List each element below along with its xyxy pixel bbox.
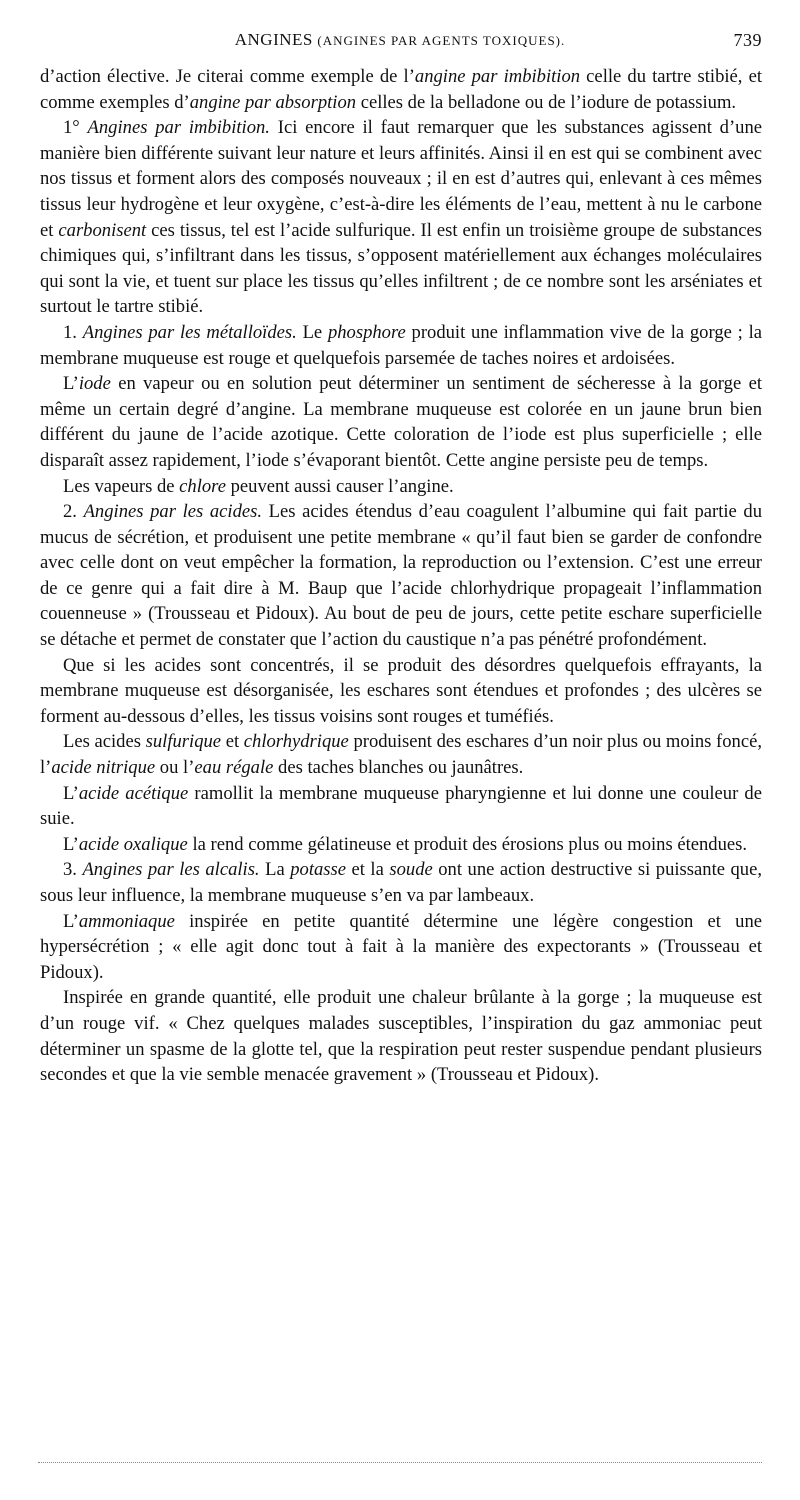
text-run: en vapeur ou en solution peut déterminer un sentiment de sécheresse à la gorge et même un certain degré d’angine. La membrane muqueuse est colorée en un jaune brun bien différent du jaune de l’acide azotique. Cette coloration de l’iode est plus superficielle ; elle disparaît assez rapidement, l’iode s’évaporant bientôt. Cette angine persiste peu de temps. [40, 373, 762, 471]
text-run: Inspirée en grande quantité, elle produit une chaleur brûlante à la gorge ; la muqueuse est d’un rouge vif. « Chez quelques malades susceptibles, l’inspiration du gaz ammoniac peut déterminer un spasme de la glotte tel, que la respiration peut rester suspendue pendant plusieurs secondes et que la vie semble menacée gravement » (Trousseau et Pidoux). [40, 987, 762, 1086]
text-run: ont une action destructive si puissante que, sous leur influence, la membrane muqueuse s’en va par lambeaux. [40, 859, 762, 906]
paragraph-metalloides [40, 320, 762, 371]
text-run: inspirée en petite quantité détermine une légère congestion et une hypersécrétion ; « elle agit donc tout à fait à la manière des expectorants » (Trousseau et Pidoux). [40, 910, 762, 983]
text-run: d’action élective. Je citerai comme exemple de l’ [40, 66, 415, 87]
text-run: peuvent aussi causer l’angine. [225, 475, 454, 497]
paragraph-alcalis [40, 857, 762, 908]
text-run: L’ [63, 373, 79, 395]
italic-text-run: angine par imbibition [414, 66, 581, 87]
italic-text-run: acide nitrique [51, 757, 156, 779]
text-run: la rend comme gélatineuse et produit des érosions plus ou moins étendues. [187, 833, 748, 855]
text-run: Les vapeurs de [63, 475, 180, 497]
italic-text-run: chlorhydrique [243, 731, 349, 753]
text-run: 1. [63, 321, 83, 343]
paragraph-angines-par-imbibition [40, 115, 762, 320]
italic-text-run: Angines par les alcalis. [82, 859, 260, 881]
text-run: Les acides [63, 731, 146, 753]
paragraph-ammoniaque-grande-quantite [40, 985, 762, 1087]
text-run: Ici encore il faut remarquer que les substances agissent d’une manière bien différente suivant leur nature et leurs affinités. Ainsi il en est qui se combinent avec nos tissus et forment alors des composés nouveaux ; il en est d’autres qui, enlevant à ces mêmes tissus leur hydrogène et leur oxygène, c’est-à-dire les éléments de l’eau, mettent à nu le carbone et [40, 117, 763, 241]
running-head-title: ANGINES [234, 30, 313, 49]
running-head-subtitle: (ANGINES PAR AGENTS TOXIQUES). [317, 33, 566, 48]
paragraph-acides [40, 499, 762, 653]
italic-text-run: phosphore [327, 321, 406, 343]
page-number: 739 [733, 30, 762, 50]
text-run: produit une inflammation vive de la gorge ; la membrane muqueuse est rouge et quelquefois parsemée de taches noires et ardoisées. [40, 321, 762, 369]
text-run: ces tissus, tel est l’acide sulfurique. Il est enfin un troisième groupe de substances chimiques qui, s’infiltrant dans les tissus, s’opposent matériellement aux échanges moléculaires qui sont la vie, et tuent sur place les tissus qu’elles infiltrent ; de ce nombre sont les arséniates et surtout le tartre stibié. [40, 219, 762, 318]
italic-text-run: soude [389, 859, 433, 881]
text-run: L’ [63, 833, 79, 855]
text-run: et la [346, 859, 390, 881]
text-run: L’ [63, 910, 79, 932]
italic-text-run: carbonisent [58, 219, 147, 241]
paragraph-acides-concentres [40, 653, 762, 730]
paragraph-acides-sulfurique-chlorhydrique [40, 729, 762, 780]
text-run: Le [296, 321, 328, 343]
text-run: Que si les acides sont concentrés, il se produit des désordres quelquefois effrayants, la membrane muqueuse est désorganisée, les eschares sont étendues et profondes ; des ulcères se forment au-dessous d’elles, les tissus voisins sont rouges et tuméfiés. [40, 654, 762, 727]
text-run: ou l’ [155, 757, 195, 779]
italic-text-run: Angines par imbibition. [87, 117, 270, 139]
text-run: des taches blanches ou jaunâtres. [273, 757, 524, 779]
text-run: 1° [63, 117, 88, 139]
italic-text-run: angine par absorption [189, 91, 357, 113]
italic-text-run: potasse [290, 859, 346, 881]
paragraph-acide-oxalique [40, 832, 762, 858]
paragraph-continuation [40, 64, 762, 115]
text-run: 3. [63, 859, 83, 881]
italic-text-run: Angines par les métalloïdes. [82, 321, 297, 343]
paragraph-ammoniaque [40, 909, 762, 986]
paragraph-chlore [40, 474, 762, 500]
italic-text-run: acide acétique [78, 782, 189, 804]
text-run: 2. [63, 501, 84, 523]
italic-text-run: sulfurique [145, 731, 222, 753]
paragraph-iode [40, 371, 762, 473]
text-run: Les acides étendus d’eau coagulent l’albumine qui fait partie du mucus de sécrétion, et produisent une petite membrane « qu’il faut bien se garder de confondre avec celle dont on veut empêcher la formation, la reproduction ou l’extension. C’est une erreur de ce genre qui a fait dire à M. Baup que l’acide chlorhydrique propageait l’inflammation couenneuse » (Trousseau et Pidoux). Au bout de peu de jours, cette petite eschare superficielle se détache et permet de constater que l’action du caustique n’a pas pénétré profondément. [40, 501, 762, 651]
text-run: ramollit la membrane muqueuse pharyngienne et lui donne une couleur de suie. [40, 782, 762, 830]
text-run: La [259, 859, 291, 881]
text-run: produisent des eschares d’un noir plus ou moins foncé, l’ [40, 731, 762, 779]
text-run: et [221, 731, 244, 753]
italic-text-run: eau régale [194, 757, 274, 779]
italic-text-run: chlore [179, 475, 226, 497]
text-run: celle du tartre stibié, et comme exemples d’ [40, 66, 762, 113]
text-run: celles de la belladone ou de l’iodure de potassium. [356, 91, 737, 113]
footer-divider [38, 1462, 762, 1463]
italic-text-run: iode [78, 373, 111, 395]
text-run: L’ [63, 782, 79, 804]
italic-text-run: Angines par les acides. [83, 501, 263, 523]
italic-text-run: ammoniaque [78, 910, 175, 932]
running-head [38, 30, 762, 54]
italic-text-run: acide oxalique [78, 833, 188, 855]
body-text [40, 64, 762, 1088]
paragraph-acide-acetique [40, 781, 762, 832]
